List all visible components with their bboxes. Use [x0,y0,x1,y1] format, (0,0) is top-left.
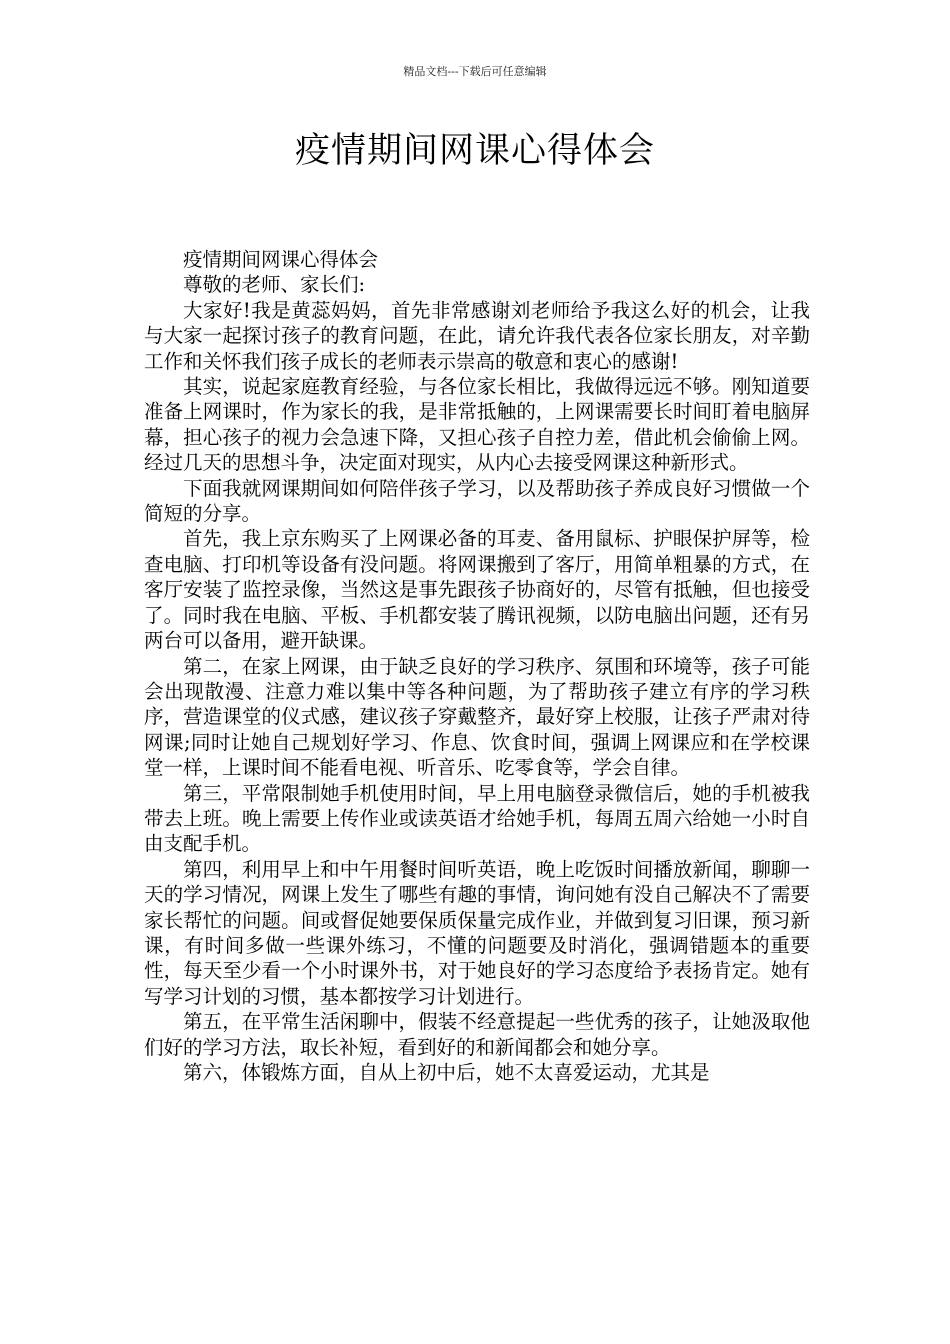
header-note: 精品文档---下载后可任意编辑 [403,65,547,78]
paragraph-sixth: 第六，体锻炼方面，自从上初中后，她不太喜爱运动，尤其是 [183,1061,710,1084]
document-body [144,247,810,1085]
salutation: 尊敬的老师、家长们: [183,273,366,297]
document-title: 疫情期间网课心得体会 [294,131,655,171]
paragraph-intro-sharing: 下面我就网课期间如何陪伴孩子学习，以及帮助孩子养成良好习惯做一个简短的分享。 [144,476,810,526]
paragraph-third: 第三，平常限制她手机使用时间，早上用电脑登录微信后，她的手机被我带去上班。晚上需要上传作业或读英语才给她手机，每周五周六给她一小时自由支配手机。 [144,781,810,856]
paragraph-fifth: 第五，在平常生活闲聊中，假装不经意提起一些优秀的孩子，让她汲取他们好的学习方法，取长补短，看到好的和新闻都会和她分享。 [144,1010,810,1059]
paragraph-greeting: 大家好!我是黄蕊妈妈，首先非常感谢刘老师给予我这么好的机会，让我与大家一起探讨孩子的教育问题，在此，请允许我代表各位家长朋友，对辛勤工作和关怀我们孩子成长的老师表示崇高的敬意和衷心的感谢! [144,298,810,373]
paragraph-second: 第二，在家上网课，由于缺乏良好的学习秩序、氛围和环境等，孩子可能会出现散漫、注意力难以集中等各种问题，为了帮助孩子建立有序的学习秩序，营造课堂的仪式感，建议孩子穿戴整齐，最好穿上校服，让孩子严肃对待网课;同时让她自己规划好学习、作息、饮食时间，强调上网课应和在学校课堂一样，上课时间不能看电视、听音乐、吃零食等，学会自律。 [144,654,810,780]
paragraph-experience: 其实，说起家庭教育经验，与各位家长相比，我做得远远不够。刚知道要准备上网课时，作为家长的我，是非常抵触的，上网课需要长时间盯着电脑屏幕，担心孩子的视力会急速下降，又担心孩子自控力差，借此机会偷偷上网。经过几天的思想斗争，决定面对现实，从内心去接受网课这种新形式。 [144,375,810,475]
subtitle: 疫情期间网课心得体会 [183,248,379,271]
paragraph-fourth: 第四，利用早上和中午用餐时间听英语，晚上吃饭时间播放新闻，聊聊一天的学习情况，网课上发生了哪些有趣的事情，询问她有没自己解决不了需要家长帮忙的问题。间或督促她要保质保量完成作业，并做到复习旧课，预习新课，有时间多做一些课外练习，不懂的问题要及时消化，强调错题本的重要性，每天至少看一个小时课外书，对于她良好的学习态度给予表扬肯定。她有写学习计划的习惯，基本都按学习计划进行。 [144,857,810,1008]
paragraph-first: 首先，我上京东购买了上网课必备的耳麦、备用鼠标、护眼保护屏等，检查电脑、打印机等设备有没问题。将网课搬到了客厅，用简单粗暴的方式，在客厅安装了监控录像，当然这是事先跟孩子协商好的，尽管有抵触，但也接受了。同时我在电脑、平板、手机都安装了腾讯视频，以防电脑出问题，还有另两台可以备用，避开缺课。 [144,527,810,653]
